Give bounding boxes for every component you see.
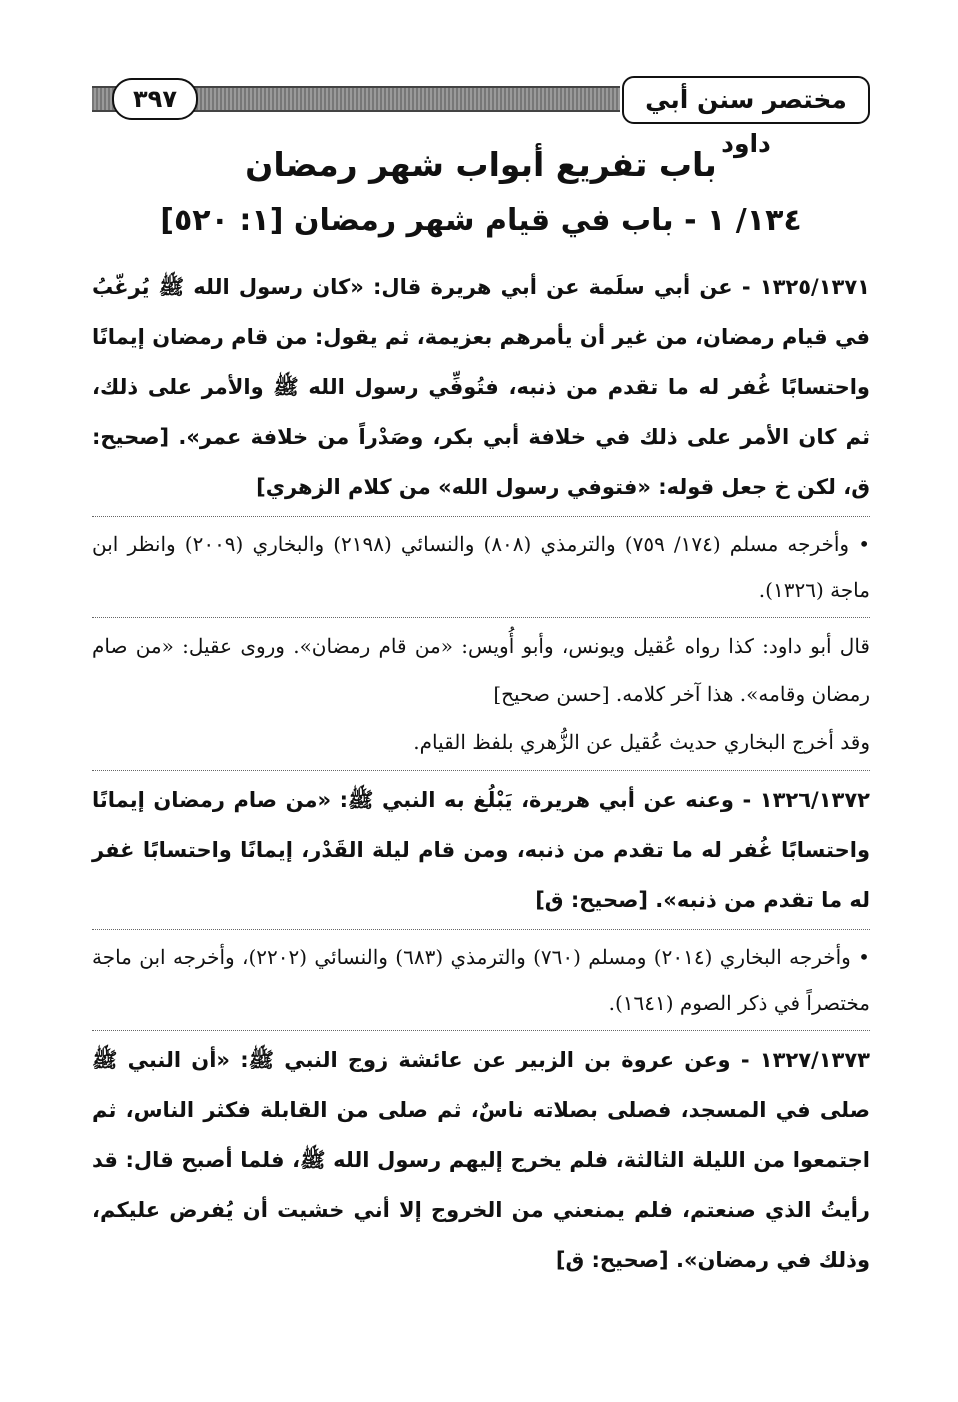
section-title: ١٣٤/ ١ - باب في قيام شهر رمضان [١: ٥٢٠] <box>160 203 802 238</box>
note-bukhari: وقد أخرج البخاري حديث عُقيل عن الزُّهري بلفظ القيام. <box>413 730 870 754</box>
page-number: ٣٩٧ <box>112 78 198 120</box>
takhrij-1: • وأخرجه مسلم (١٧٤/ ٧٥٩) والترمذي (٨٠٨) والنسائي (٢١٩٨) والبخاري (٢٠٠٩) وانظر ابن ماجة (١٣٢٦). <box>92 532 870 602</box>
hadith-text: - وعن عروة بن الزبير عن عائشة زوج النبي ﷺ: «أن النبي ﷺ صلى في المسجد، فصلى بصلاته ناسٌ، ثم صلى من القابلة فكثر الناس، ثم اجتمعوا من الليلة الثالثة، فلم يخرج إليهم رسول الله ﷺ، فلما أصبح قال: قد رأيتُ الذي صنعتم، فلم يمنعني من الخروج إلا أني خشيت أن يُفرض عليكم، وذلك في رمضان». [صحيح: ق] <box>92 1048 870 1272</box>
hadith-3 <box>92 1035 870 1285</box>
hadith-number: ١٣٢٧/١٣٧٣ <box>759 1048 870 1072</box>
divider <box>92 929 870 930</box>
divider <box>92 770 870 771</box>
takhrij-2: • وأخرجه البخاري (٢٠١٤) ومسلم (٧٦٠) والترمذي (٦٨٣) والنسائي (٢٢٠٢)، وأخرجه ابن ماجة مختصراً في ذكر الصوم (١٦٤١). <box>92 945 870 1015</box>
page-header <box>92 72 870 158</box>
divider <box>92 516 870 517</box>
hadith-number: ١٣٢٦/١٣٧٢ <box>759 788 870 812</box>
chapter-title: باب تفريع أبواب شهر رمضان <box>245 145 717 184</box>
hadith-1 <box>92 262 870 512</box>
book-title: مختصر سنن أبي داود <box>622 76 870 124</box>
page-body <box>92 262 870 1285</box>
hadith-text: - وعنه عن أبي هريرة، يَبْلُغ به النبي ﷺ: «من صام رمضان إيمانًا واحتسابًا غُفر له ما تقدم من ذنبه، ومن قام ليلة القَدْر، إيمانًا واحتسابًا غفر له ما تقدم من ذنبه». [صحيح: ق] <box>92 788 870 912</box>
hadith-text: - عن أبي سلَمة عن أبي هريرة قال: «كان رسول الله ﷺ يُرغّبُ في قيام رمضان، من غير أن يأمرهم بعزيمة، ثم يقول: من قام رمضان إيمانًا واحتسابًا غُفر له ما تقدم من ذنبه، فتُوفِّي رسول الله ﷺ والأمر على ذلك، ثم كان الأمر على ذلك في خلافة أبي بكر، وصَدْراً من خلافة عمر». [صحيح: ق، لكن خ جعل قوله: «فتوفي رسول الله» من كلام الزهري] <box>92 275 870 499</box>
divider <box>92 1030 870 1031</box>
note-abu-dawud: قال أبو داود: كذا رواه عُقيل ويونس، وأبو أُويس: «من قام رمضان». وروى عقيل: «من صام رمضان وقامه». هذا آخر كلامه. [حسن صحيح] <box>92 634 870 706</box>
hadith-2 <box>92 775 870 925</box>
divider <box>92 617 870 618</box>
hadith-number: ١٣٢٥/١٣٧١ <box>759 275 870 299</box>
